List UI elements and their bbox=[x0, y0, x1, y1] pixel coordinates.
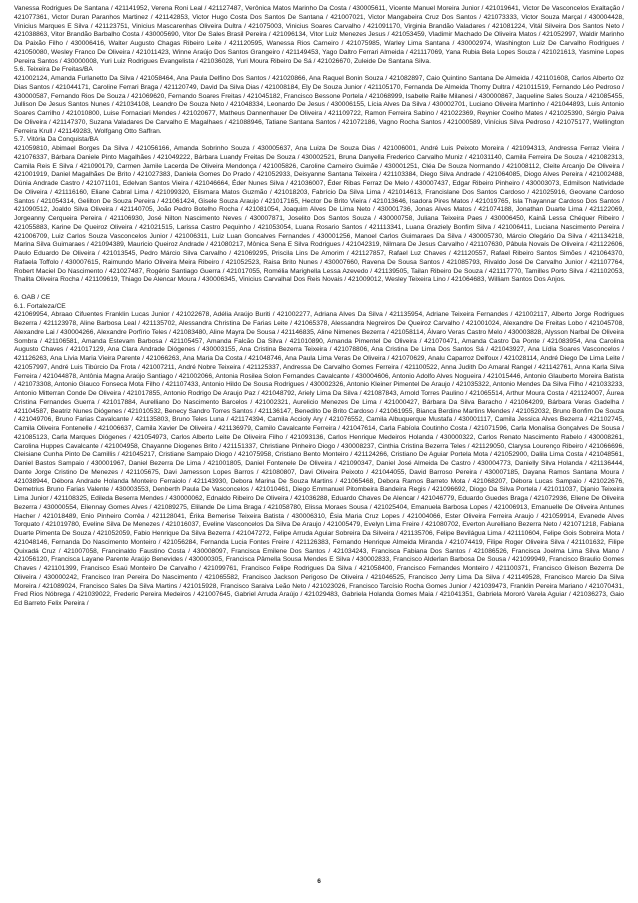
list-paragraph-teixeira-de-freitas: 421002124, Amanda Furlanetto Da Silva / 421058464, Ana Paula Delfino Dos Santos / 421020866, Ana Raquel Bonin Souza / 421082897, Caio Quintino Santana De Almeida / 421101608, Carlos Alberto Oz Dias Santos / 421044171, Caroline Ferrari Braga / 421120749, David Da Silva Dias / 421008184, Ely De Souza Junior / 421105170, Fernanda De Almeida Thomy Dultra / 421011519, Fernando Léo Pedroso / 430000587, Fernando Rios De Souza / 421069620, Fernando Soares Freitas / 421045182, Francisco Bessone Portela / 421068999, Isabelle Raille Milanesi / 430000867, Jaqueline Sales Souza / 421085455, Jullison De Jesus Santos Nunes / 421034108, Leandro De Souza Neto / 421048334, Leonardo De Jesus / 430006155, Lícia Alves Da Silva / 430002701, Luciano Oliveira Martinho / 421044893, Luis Antonio Soares Carrilho / 421010800, Luise Fornaciari Mendes / 421020677, Matheus Dannenhauer De Oliveira / 421109722, Ramon Ferreira Sabino / 421022369, Reynier Coelho Mates / 421025390, Sérgio Paiva De Oliveira / 421147370, Suzana Valadares De Carvalho E Magalhaes / 421088946, Tatiane Santana Santos / 421072186, Vagno Rocha Santos / 421000589, Vinícius Silva Pedroso / 421075177, Wellington Ferreira Krull / 421149283, Wolfgang Otto Saffran. bbox=[14, 75, 624, 135]
section-heading-oab-ce: 6. OAB / CE bbox=[14, 293, 51, 301]
list-paragraph-fortaleza: 421069954, Abraao Cifuentes Franklin Lucas Junior / 421022678, Adélia Araújo Buriti / 421002277, Adriana Alves Da Silva / 421135954, Adriane Teixeira Fernandes / 421002117, Alberto Jorge Rodrigues Bezerra / 421123978, Aline Barbosa Leal / 421135702, Alessandra Christina De Farias Leite / 421065378, Alessandra Negreiros De Queiroz Carvalho / 421001024, Alexandre De Freitas Lobo / 421045708, Alexandre Lai / 430004266, Alexandre Porfírio Teles / 421083480, Aline Mayra De Sousa / 421146835, Aline Nimenes Bezerra / 421058114, Álvaro Veras Castro Melo / 430003828, Alysson Narbal De Oliveira Sombra / 421106581, Amanda Estevam Barbosa / 421105457, Amanda Falcão Da Silva / 421010890, Amanda Pimentel De Oliveira / 421070471, Amanda Castro Da Ponte / 421083954, Ana Carolina Augusto Chaves / 421017129, Ana Clara Andrade Diógenes / 430003155, Ana Cristina Bezerra Teixeira / 421078806, Ana Cristina De Lima Dos Santos Sá / 421043927, Ana Lídia Soares Vasconcelos / 421126263, Ana Lívia Maria Vieira Parente / 421066263, Ana Maria Da Costa / 421048746, Ana Paula Lima Veras De Oliveira / 421070629, Analu Caparroz Delfoux / 421028114, André Diego De Lima Leite / 421057997, André Luis Tibúrcio Da Frota / 421007211, André Nobre Teixeira / 421125337, Andressa De Carvalho Gomes Ferreira / 421100522, Anna Judith Do Amaral Rangel / 421142761, Anna Karla Silva Ferreira / 421044878, Antônia Magna Araújo Santiago / 421002066, Antonia Rosilea Solon Fernandes Cavalcante / 430004606, Antonio Adolfo Alves Nogueira / 421015446, Antonio Glauberto Moreira Batista / 421073308, Antonio Glauco Fonseca Mota Filho / 421107433, Antonio Hildo De Sousa Rodrigues / 430002326, Antonio Kleiner Pimentel De Araujo / 421035322, Antonio Mendes Da Silva Filho / 421033233, Antonio Mitterran Conde De Oliveira / 421017855, Antonio Rodrigo De Araujo Paz / 421048792, Ariely Lima Da Silva / 421087843, Arnold Torres Paulino / 421065514, Arthur Moura Costa / 421124007, Áurea Cristina Fernandes Guerra / 421017884, Aurelliano Do Nascimento Barcelos / 421002321, Aurelicio Menezes De Lima / 421000427, Bárbara Da Silva Baracho / 421064209, Bárbara Veras Gadelha / 421104587, Beatriz Nunes Diógenes / 421010532, Benecy Sandro Torres Santos / 421136147, Benedito De Brito Cardoso / 421061955, Bianca Berdine Martins Mendes / 421052032, Bruno Bonfim De Souza / 421049706, Bruno Farias Cavalcante / 421135803, Bruno Teles Luna / 421174394, Camila Accioly Ary / 421076552, Camila Albuquerque Mustafa / 430001117, Camila Jessica Alves Bezerra / 421102745, Camila Oliveira Fontenelle / 421006637, Camila Xavier De Oliveira / 421136979, Camilo Cavalcante Ferreira / 421047614, Carla Fabíola Coutinho Costa / 421071596, Carla Monalisa Gonçalves De Sousa / 421085123, Carla Marques Diógenes / 421054973, Carlos Alberto Leite De Oliveira Filho / 421093136, Carlos Henrique Medeiros Holanda / 430000322, Carlos Renato Nascimento Rabelo / 430008261, Carolina Huppes Cavalcante / 421004958, Chayanne Diogenes Brito / 421151337, Christiane Pinheiro Diogo / 430008237, Cinthia Cristina Bezerra Teles / 421129050, Clarysa Lourenço Ribeiro / 421066696, Cleisiane Cunha Pinto De Camillis / 421045217, Cristiane Sampaio Diogo / 421075958, Cristiano Bento Monteiro / 421124266, Cristiano De Aguiar Portela Mota / 421052900, Dalila Lima Costa / 421048561, Daniel Bastos Sampaio / 430001967, Daniel Bezerra De Lima / 421001805, Daniel Fontenele De Oliveira / 421090347, Daniel José Almeida De Castro / 430004773, Danielly Silva Holanda / 421136444, Dante Jorge Cristino De Menezes / 421105675, Davi Jamesson Lopes Barros / 421080807, Davi Oliveira Peixoto / 421044055, David Barroso Pereira / 430007185, Dayana Ramos Santana Moura / 421038944, Débora Andrade Holanda Monteiro Ferraiolo / 421143930, Debora Marina De Souza Martins / 421065468, Debora Ramos Barreto Mota / 421068207, Débora Lucas Sampaio / 421022676, Demetrius Bruno Farias Valente / 430003553, Denberth Paula De Vasconcelos / 421010461, Diego Emmanuel Pitombeira Bandeira Regis / 421096692, Diogo Da Silva Portela / 421011037, Djanio Teixeira Lima Junior / 421108325, Edileda Beserra Mendes / 430000062, Ednaldo Ribeiro De Oliveira / 421036288, Eduardo Chaves De Alencar / 421046779, Eduardo Guedes Braga / 421072936, Eliene De Oliveira Bezerra / 430000554, Eliennay Gomes Alves / 421089275, Elilande De Lima Braga / 421058780, Elissa Moraes Sousa / 421025404, Emanuela Barbosa Lopes / 421006913, Emanuelle De Oliveira Antunes Hacher / 421018489, Enio Pinheiro Corrêa / 421128041, Érika Bemerise Teixeira Batista / 430006310, Ésia Maria Cruz Lopes / 421004066, Ester Oliveira Ferreira Araujo / 421059914, Evanede Alves Torquato / 421019780, Eveline Silva De Menezes / 421016037, Eveline Vasconcelos Da Silva De Araujo / 421005479, Evelyn Lima Freire / 421080702, Everton Aurelliano Bezerra Neto / 421071218, Fabiana Duarte Pimenta De Souza / 421052059, Fabio Henrique Da Silva Bezerra / 421047272, Felipe Arruda Aguiar Sobreira Da Silveira / 421135706, Felipe Bevilágua Lima / 421110604, Felipe Gois Sobreira Mota / 421048146, Fernanda Do Nascimento Monteiro / 421056284, Fernanda Lucia Fontes Freire / 421126383, Fernando Henrique Almeida Miranda / 421074419, Filipe Roger Oliveira Silva / 421101632, Filipe Quixadá Cruz / 421007058, Francinaldo Faustino Costa / 430008097, Francisca Emilene Dos Santos / 421034243, Francisca Fabiana Dos Santos / 421086526, Francisca Joelma Lima Silva Mano / 421056120, Francisca Layane Parente Araújo Benevides / 430000305, Francisca Pâmella Sousa Mendes E Silva / 430002833, Francisco Alderlan Barbosa De Sousa / 421099949, Francisco Braulio Gomes Chaves / 421101399, Francisco Esaú Monteiro De Carvalho / 421099761, Francisco Felipe Rodrigues Da Silva / 421058400, Francisco Fernandes Monteiro / 421100371, Francisco Gleison Bezerra De Oliveira / 430000242, Francisco Iran Pereira Do Nascimento / 421065582, Francisco Jackson Perigoso De Oliveira / 421046525, Francisco Jerry Lima Da Silva / 421149528, Francisco Marcio Da Silva Moreira / 421089024, Francisco Sales Da Silva Martins / 421015928, Francisco Saraiva Leão Neto / 421023026, Francisco Tarcísio Rocha Gomes Junior / 421039473, Franklin Pereira Mariano / 421070431, Fred Rios Nóbrega / 421039022, Frederic Pereira Medeiros / 421007645, Gabriel Arruda Araújo / 421029483, Gabriela Holanda Gomes Maia / 421041351, Gabriela Mororó Varela Aguiar / 421036273, Gaio Ed Barreto Felix Pereira / bbox=[14, 311, 624, 607]
section-spacer bbox=[14, 285, 624, 294]
section-heading-teixeira-de-freitas: 5.6. Teixeira De Freitas/BA bbox=[14, 66, 93, 74]
page-number: 6 bbox=[317, 878, 321, 885]
list-paragraph-vitoria-da-conquista: 421059810, Abimael Borges Da Silva / 421056166, Amanda Sobrinho Souza / 430005637, Ana Luiza De Souza Dias / 421006001, André Luis Peixoto Moreira / 421094313, Andressa Ferraz Vieira / 421076337, Bárbara Daniele Pinto Magalhães / 421049222, Bárbara Luandy Freitas De Souza / 430002521, Bruna Danyella Frederico Carvalho Muniz / 421031140, Camila Ferreira De Souza / 421082313, Camila Reis E Silva / 421090179, Carmen Jamile Lacerda De Oliveira Mendonça / 421005826, Caroline Carneiro Guimãe / 430001251, Cléa De Souza Normando / 421008112, Cleite Arcanjo De Oliveira / 421001919, Daniel Magalhães De Brito / 421027383, Daniela Gomes Do Prado / 421052933, Deisyanne Santana Teixeira / 421103384, Diego Silva Andrade / 421064085, Diogo Alves Pereira / 421002488, Dúnia Andrade Castro / 421071101, Edelvan Santos Vieira / 421046664, Éder Nunes Silva / 421036007, Éder Ribas Ferraz De Melo / 430007437, Edgar Ribeiro Pinheiro / 430003073, Edmilson Natividade De Oliveira / 421116160, Eliane Cabral Lima / 421099320, Elismara Matos Guzmão / 421018203, Fabrício Da Silva Lima / 421014613, Francislane Dos Santos Cardoso / 421025916, Geovane Cardoso Santos / 421054314, Gelilton De Souza Pereira / 421061424, Gisele Souza Araujo / 421017165, Hector De Brito Vieira / 421013646, Isadora Pires Matos / 421019765, Isla Thayannar Cardoso Dos Santos / 421090512, Joaldo Silva Oliveira / 421140705, João Pedro Botelho Rocha / 421081054, Joaquim Alves De Lima Neto / 430001736, Jonas Alves Matos / 421074188, Jonathan Duarte Lima / 421122069, Jorgeanny Cerqueira Pereira / 421106930, José Nilton Nascimento Neves / 430007871, Joselito Dos Santos Souza / 430000758, Juliana Teixeira Paes / 430006450, Kainã Lessa Chéquer Ribeiro / 421055883, Karine De Queiroz Oliveira / 421021515, Larissa Castro Pequinho / 421053054, Luana Rosario Santos / 421113341, Luana Graziely Bonfim Silva / 421006411, Luciana Nascimento Pereira / 421006709, Luiz Carlos Souza Vasconcelos Junior / 421006311, Luiz Luan Goncalves Fernandes / 430001256, Manoel Carlos Guimaraes Da Silva / 430005730, Márcio Olegário Da Silva / 421134218, Marina Silva Guimaraes / 421094389, Mauricio Queiroz Andrade / 421080217, Mônica Sena E Silva Rodrigues / 421042319, Nilmara De Jesus Carvalho / 421107630, Pâbula Novais De Oliveira / 421122606, Paulo Eduardo De Oliveira / 421013545, Pedro Márcio Silva Carvalho / 421069295, Priscila Lins De Amorim / 421127857, Rafael Luz Chaves / 421120557, Rafael Ribeiro Santos Simões / 421064370, Rafaela Toffolo / 430007615, Raimundo Mario Oliveira Meira Ribeiro / 421052523, Raisa Brito Nunes / 430007660, Ravena De Sousa Santos / 421085793, Rivaldo José De Carvalho Junior / 421107764, Robert Maciel Do Nascimento / 421027487, Rogério Santiago Guerra / 421017055, Romélia Marighella Lessa Azevedo / 421139505, Tailan Ribeiro De Souza / 421117770, Tamilles Porto Silva / 421102053, Thalita Oliveira Rocha / 421109619, Thiago De Alencar Moura / 430006345, Vinicius Carvalhal Dos Reis Novais / 421009012, Wesley Teixeira Lino / 421064683, William Santos Dos Anjos. bbox=[14, 145, 624, 284]
section-heading-fortaleza: 6.1. Fortaleza/CE bbox=[14, 302, 66, 310]
intro-paragraph: Vanessa Rodrigues De Santana / 421141952, Verena Roni Leal / 421127487, Verônica Matos Marinho Da Costa / 430005611, Vicente Manuel Moreira Junior / 421019641, Victor De Vasconcelos Exaltação / 421077361, Victor Duran Paranhos Martinez / 421142853, Victor Hugo Costa Dos Santos De Santana / 421007021, Victor Mangabeira Cruz Dos Santos / 421073333, Victor Souza Marçal / 430004428, Vinicius Marques E Silva / 421123751, Vinicius Mascarenhas Oliveira Dultra / 421075003, Vinicius Soares Carvalho / 421091170, Virginia Brandão Valadares / 421081224, Vitál Silveira Dos Santos Neto / 421038863, Vitor Brandão Barbalho Costa / 430005690, Vitor De Sales Brasil Pereira / 421096134, Vitor Luiz Menezes Jesus / 421053459, Vladimir Machado De Oliveira Matos / 421052997, Waldir Marinho Da Paixão Filho / 430006416, Walter Augusto Chagas Ribeiro Leite / 421120595, Wanessa Rios Carneiro / 421075985, Warley Lima Santana / 430002974, Washington Luiz De Carvalho Rodrigues / 421050080, Wesley Franco De Oliveira / 421011423, Winne Araújo Dos Santos Grangeiro / 421149453, Yago Daltro Ferrari Almeida / 421117069, Yana Rubia Bela Lopes Souza / 421021613, Yasmine Lopes Pereira Santos / 430000008, Yuri Luiz Rodrigues Evangelista / 421036028, Yuri Moura Ribeiro De Sá / 421026670, Zuleide De Santana Silva. bbox=[14, 5, 624, 65]
section-heading-vitoria-da-conquista: 5.7. Vitória Da Conquista/BA bbox=[14, 136, 99, 144]
